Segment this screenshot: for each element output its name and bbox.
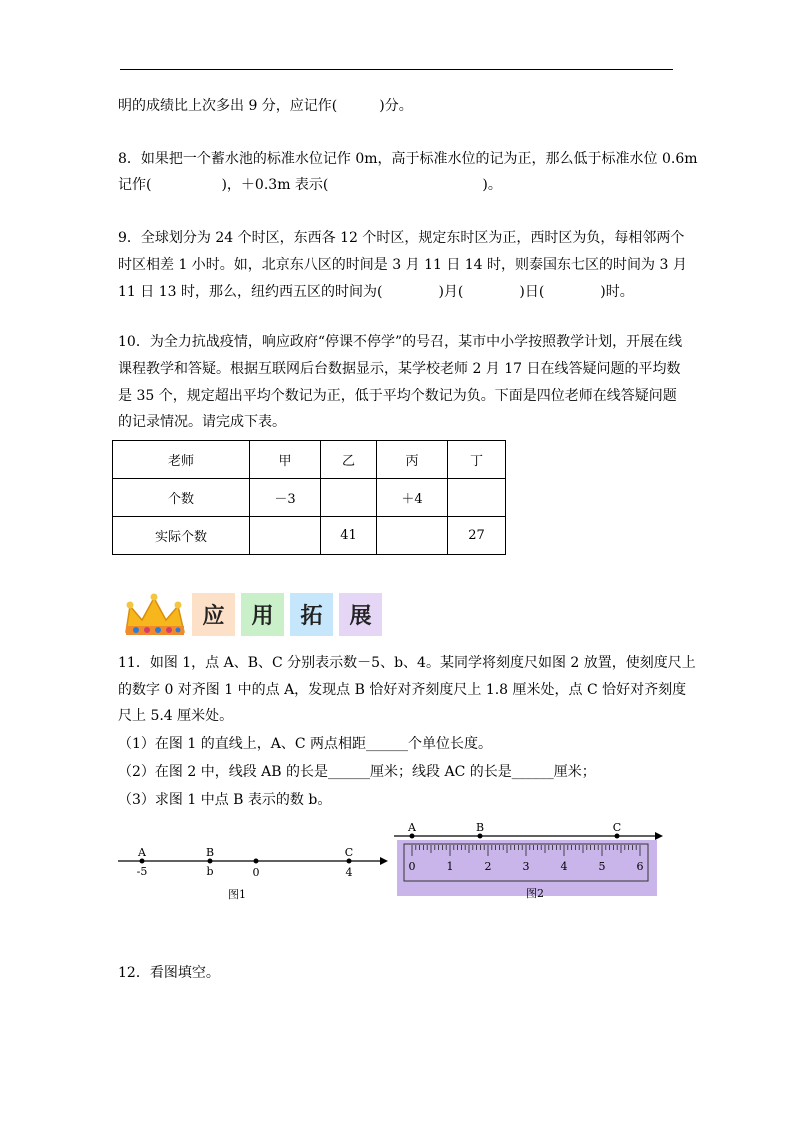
banner-char-4: 展 — [339, 593, 382, 636]
fig2-point-c — [615, 834, 620, 839]
table-cell: ＋4 — [377, 479, 448, 517]
table-cell: 老师 — [113, 441, 250, 479]
table-cell: 41 — [321, 517, 377, 555]
q11-sub-3: （3）求图 1 中点 B 表示的数 b。 — [118, 792, 332, 808]
fig1-value-b: b — [206, 865, 214, 878]
q9-line-3: 11 日 13 时，那么，纽约西五区的时间为( )月( )日( )时。 — [118, 284, 634, 300]
table-cell — [250, 517, 321, 555]
q8-line-2: 记作( )，＋0.3m 表示( )。 — [118, 177, 502, 193]
table-row — [113, 441, 506, 479]
fig2-ruler-number: 1 — [446, 860, 454, 873]
banner-char-2: 用 — [241, 593, 284, 636]
section-banner — [120, 592, 410, 642]
fig1-caption: 图1 — [228, 888, 246, 901]
fig1-label-b: B — [205, 846, 215, 859]
table-cell: 乙 — [321, 441, 377, 479]
q11-sub-2: （2）在图 2 中，线段 AB 的长是______厘米；线段 AC 的长是______厘米； — [118, 764, 596, 780]
fig1-point-a — [140, 859, 145, 864]
q7-tail: 明的成绩比上次多出 9 分，应记作( )分。 — [118, 98, 413, 114]
fig2-point-b — [478, 834, 483, 839]
crown-icon — [120, 592, 190, 642]
q10-line-4: 的记录情况。请完成下表。 — [118, 414, 286, 430]
fig2-ruler-number: 4 — [560, 860, 568, 873]
table-cell: 个数 — [113, 479, 250, 517]
q9-line-2: 时区相差 1 小时。如，北京东八区的时间是 3 月 11 日 14 时，则泰国东七区的时间为 3 月 — [118, 257, 687, 273]
table-cell: 丁 — [448, 441, 506, 479]
fig2-label-a: A — [408, 821, 416, 834]
q10-line-1: 10．为全力抗战疫情，响应政府“停课不停学”的号召，某市中小学按照教学计划，开展在线 — [118, 334, 683, 350]
table-cell — [448, 479, 506, 517]
fig1-point-zero — [254, 859, 259, 864]
table-cell: 丙 — [377, 441, 448, 479]
fig1-arrow-icon — [380, 857, 388, 865]
fig2-ruler-number: 5 — [598, 860, 606, 873]
fig2-ruler-number: 6 — [636, 860, 644, 873]
fig1-value-zero: 0 — [252, 866, 260, 879]
table-cell: 27 — [448, 517, 506, 555]
q10-line-2: 课程教学和答疑。根据互联网后台数据显示，某学校老师 2 月 17 日在线答疑问题的平均数 — [118, 361, 681, 377]
table-row — [113, 517, 506, 555]
q10-line-3: 是 35 个，规定超出平均个数记为正，低于平均个数记为负。下面是四位老师在线答疑问题 — [118, 388, 677, 404]
table-cell — [377, 517, 448, 555]
fig1-label-c: C — [344, 846, 354, 859]
fig1-point-b — [208, 859, 213, 864]
fig2-label-b: B — [475, 821, 485, 834]
table-cell: 实际个数 — [113, 517, 250, 555]
table-row — [113, 479, 506, 517]
record-table — [112, 440, 506, 555]
q11-line-3: 尺上 5.4 厘米处。 — [118, 708, 234, 724]
fig1-point-c — [347, 859, 352, 864]
q9-line-1: 9．全球划分为 24 个时区，东西各 12 个时区，规定东时区为正，西时区为负，每相邻两个 — [118, 230, 685, 246]
fig2-point-a — [410, 834, 415, 839]
q12-line: 12．看图填空。 — [118, 965, 220, 981]
banner-char-3: 拓 — [290, 593, 333, 636]
fig1-value-a: -5 — [136, 865, 148, 878]
number-line-figures — [110, 818, 670, 908]
header-rule — [120, 69, 673, 70]
fig2-label-c: C — [612, 821, 622, 834]
fig2-ruler-number: 2 — [484, 860, 492, 873]
q11-line-2: 的数字 0 对齐图 1 中的点 A，发现点 B 恰好对齐刻度尺上 1.8 厘米处，点 C 恰好对齐刻度 — [118, 682, 687, 698]
banner-char-1: 应 — [192, 593, 235, 636]
fig2-ruler-number: 0 — [408, 860, 416, 873]
q11-line-1: 11．如图 1，点 A、B、C 分别表示数－5、b、4。某同学将刻度尺如图 2 放置，使刻度尺上 — [118, 655, 696, 671]
table-cell: －3 — [250, 479, 321, 517]
fig2-ruler-number: 3 — [522, 860, 530, 873]
fig1-value-c: 4 — [345, 866, 353, 879]
fig2-caption: 图2 — [526, 887, 544, 900]
table-cell: 甲 — [250, 441, 321, 479]
fig2-arrow-icon — [655, 832, 663, 840]
q8-line-1: 8．如果把一个蓄水池的标准水位记作 0m，高于标准水位的记为正，那么低于标准水位 0.6m — [118, 151, 698, 167]
q11-sub-1: （1）在图 1 的直线上，A、C 两点相距______个单位长度。 — [118, 736, 492, 752]
table-cell — [321, 479, 377, 517]
fig1-label-a: A — [138, 846, 146, 859]
